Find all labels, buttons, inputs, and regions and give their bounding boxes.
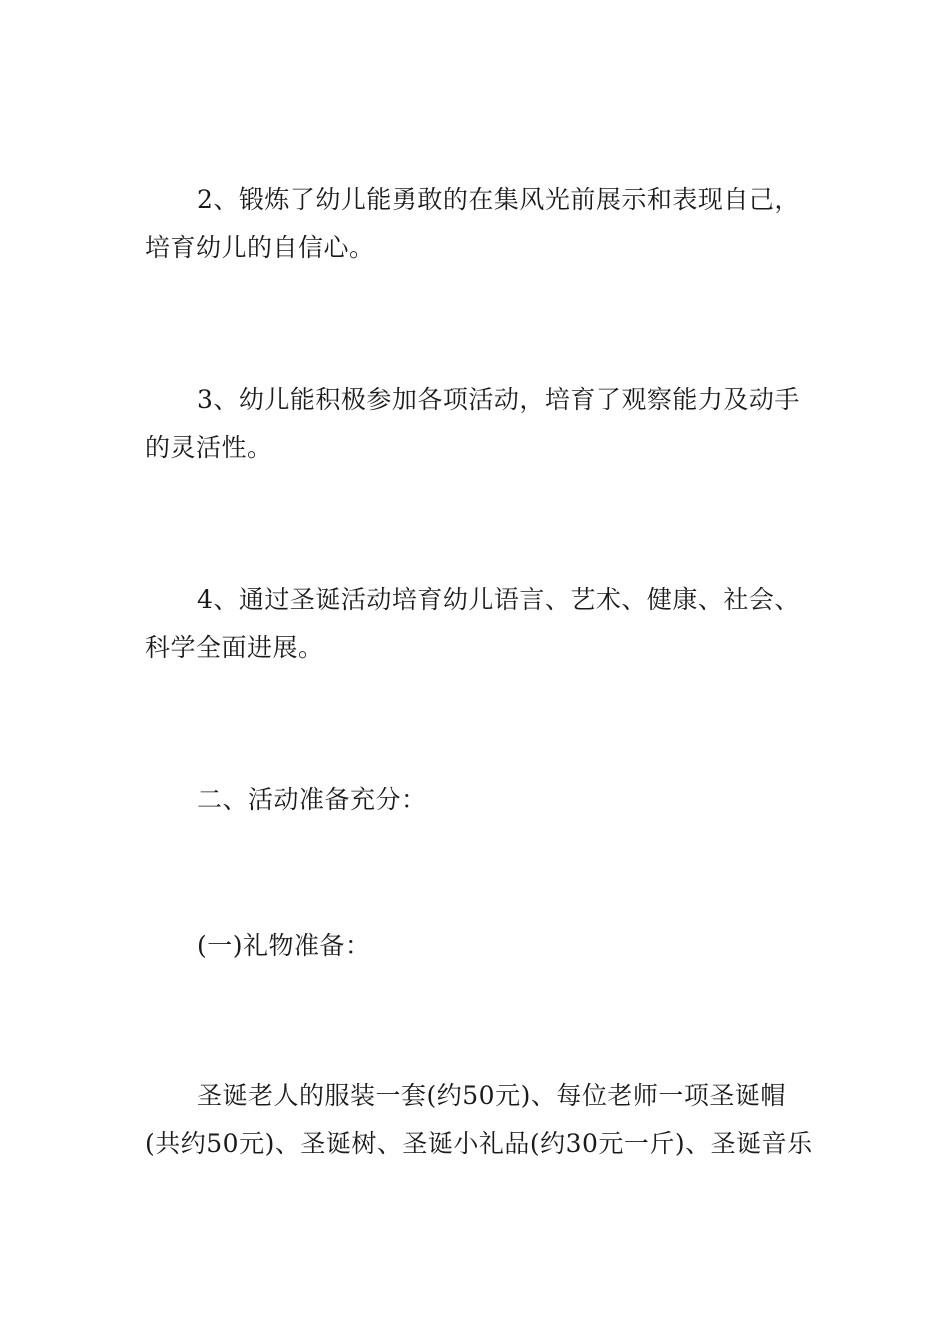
paragraph-item-3: 3、幼儿能积极参加各项活动，培育了观察能力及动手的灵活性。 xyxy=(145,385,800,462)
paragraph-gift-list: 圣诞老人的服装一套(约50元)、每位老师一项圣诞帽(共约50元)、圣诞树、圣诞小礼品(约30元一斤)、圣诞音乐 xyxy=(145,1081,813,1158)
paragraph-item-4: 4、通过圣诞活动培育幼儿语言、艺术、健康、社会、科学全面进展。 xyxy=(145,585,800,662)
section-heading-preparation: 二、活动准备充分： xyxy=(197,785,427,814)
paragraph-item-2: 2、锻炼了幼儿能勇敢的在集风光前展示和表现自己，培育幼儿的自信心。 xyxy=(145,185,800,262)
subsection-heading-gifts: (一)礼物准备： xyxy=(197,931,371,960)
